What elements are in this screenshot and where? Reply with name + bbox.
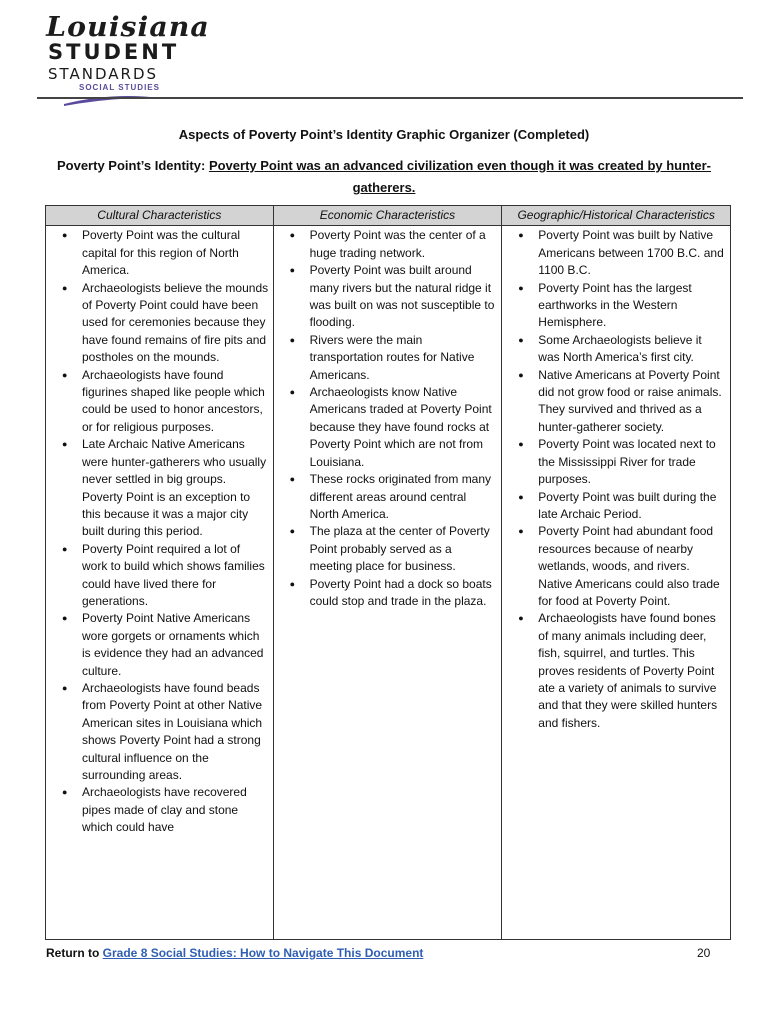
- header-economic: Economic Characteristics: [273, 206, 502, 226]
- geographic-historical-cell: [502, 226, 731, 940]
- list-item: ● Archaeologists know Native Americans traded at Poverty Point because they have found rocks at Poverty Point which are not from Louisiana.: [290, 384, 498, 471]
- navigate-document-link[interactable]: Grade 8 Social Studies: How to Navigate This Document: [102, 946, 424, 960]
- list-item: ● Some Archaeologists believe it was North America’s first city.: [518, 332, 726, 367]
- list-item: ● Archaeologists have found figurines shaped like people which could be used to honor ancestors, or for religious purposes.: [62, 367, 269, 437]
- list-item: ● Poverty Point was built during the late Archaic Period.: [518, 489, 726, 524]
- logo-swoosh-icon: [62, 94, 162, 106]
- identity-text: Poverty Point was an advanced civilization even though it was created by hunter-gatherers.: [208, 158, 712, 195]
- list-item: ● Poverty Point had abundant food resources because of nearby wetlands, woods, and rivers. Native Americans could also trade for food at Poverty Point.: [518, 523, 726, 610]
- cultural-cell: [46, 226, 274, 940]
- economic-cell: [273, 226, 502, 940]
- footer-return: [46, 946, 423, 960]
- list-item: ● These rocks originated from many different areas around central North America.: [290, 471, 498, 523]
- list-item: ● Archaeologists have found beads from Poverty Point at other Native American sites in Louisiana which shows Poverty Point had a strong cultural influence on the surrounding areas.: [62, 680, 269, 784]
- cultural-list: [50, 227, 269, 836]
- footer-prefix: Return to: [46, 946, 103, 960]
- geographic-list: [506, 227, 726, 732]
- list-item: ● Poverty Point required a lot of work to build which shows families could have lived there for generations.: [62, 541, 269, 611]
- louisiana-student-standards-logo: [46, 12, 210, 98]
- list-item: ● Poverty Point was the center of a huge trading network.: [290, 227, 498, 262]
- header-divider: [37, 97, 743, 99]
- header-cultural: Cultural Characteristics: [46, 206, 274, 226]
- page-number: 20: [697, 946, 711, 960]
- list-item: ● Poverty Point had a dock so boats could stop and trade in the plaza.: [290, 576, 498, 611]
- list-item: ● Poverty Point was the cultural capital for this region of North America.: [62, 227, 269, 279]
- list-item: ● Archaeologists have found bones of many animals including deer, fish, squirrel, and turtles. This proves residents of Poverty Point ate a variety of animals to survive and that they were skilled hunters and fishers.: [518, 610, 726, 732]
- list-item: ● Poverty Point was built around many rivers but the natural ridge it was built on was not susceptible to flooding.: [290, 262, 498, 332]
- economic-list: [278, 227, 498, 610]
- logo-script-text: Louisiana: [46, 12, 210, 43]
- list-item: ● Late Archaic Native Americans were hunter-gatherers who usually never settled in big groups. Poverty Point is an exception to this because it was a major city built during this period.: [62, 436, 269, 540]
- graphic-organizer-table: [45, 205, 731, 940]
- list-item: ● The plaza at the center of Poverty Point probably served as a meeting place for business.: [290, 523, 498, 575]
- page-title: Aspects of Poverty Point’s Identity Graphic Organizer (Completed): [178, 127, 590, 142]
- list-item: ● Poverty Point was located next to the Mississippi River for trade purposes.: [518, 436, 726, 488]
- list-item: ● Poverty Point Native Americans wore gorgets or ornaments which is evidence they had an advanced culture.: [62, 610, 269, 680]
- list-item: ● Archaeologists have recovered pipes made of clay and stone which could have: [62, 784, 269, 836]
- identity-statement: [48, 155, 720, 199]
- identity-label: Poverty Point’s Identity:: [56, 158, 206, 173]
- logo-social-studies-text: SOCIAL STUDIES: [79, 83, 160, 92]
- list-item: ● Poverty Point was built by Native Americans between 1700 B.C. and 1100 B.C.: [518, 227, 726, 279]
- logo-student-text: STUDENT: [48, 40, 180, 64]
- list-item: ● Archaeologists believe the mounds of Poverty Point could have been used for ceremonies because they have found remains of fire pits and postholes on the mounds.: [62, 280, 269, 367]
- table-row: [46, 226, 731, 940]
- logo-standards-text: STANDARDS: [48, 65, 159, 83]
- list-item: ● Poverty Point has the largest earthworks in the Western Hemisphere.: [518, 280, 726, 332]
- list-item: ● Rivers were the main transportation routes for Native Americans.: [290, 332, 498, 384]
- list-item: ● Native Americans at Poverty Point did not grow food or raise animals. They survived and thrived as a hunter-gatherer society.: [518, 367, 726, 437]
- table-header-row: [46, 206, 731, 226]
- header-geographic-historical: Geographic/Historical Characteristics: [502, 206, 731, 226]
